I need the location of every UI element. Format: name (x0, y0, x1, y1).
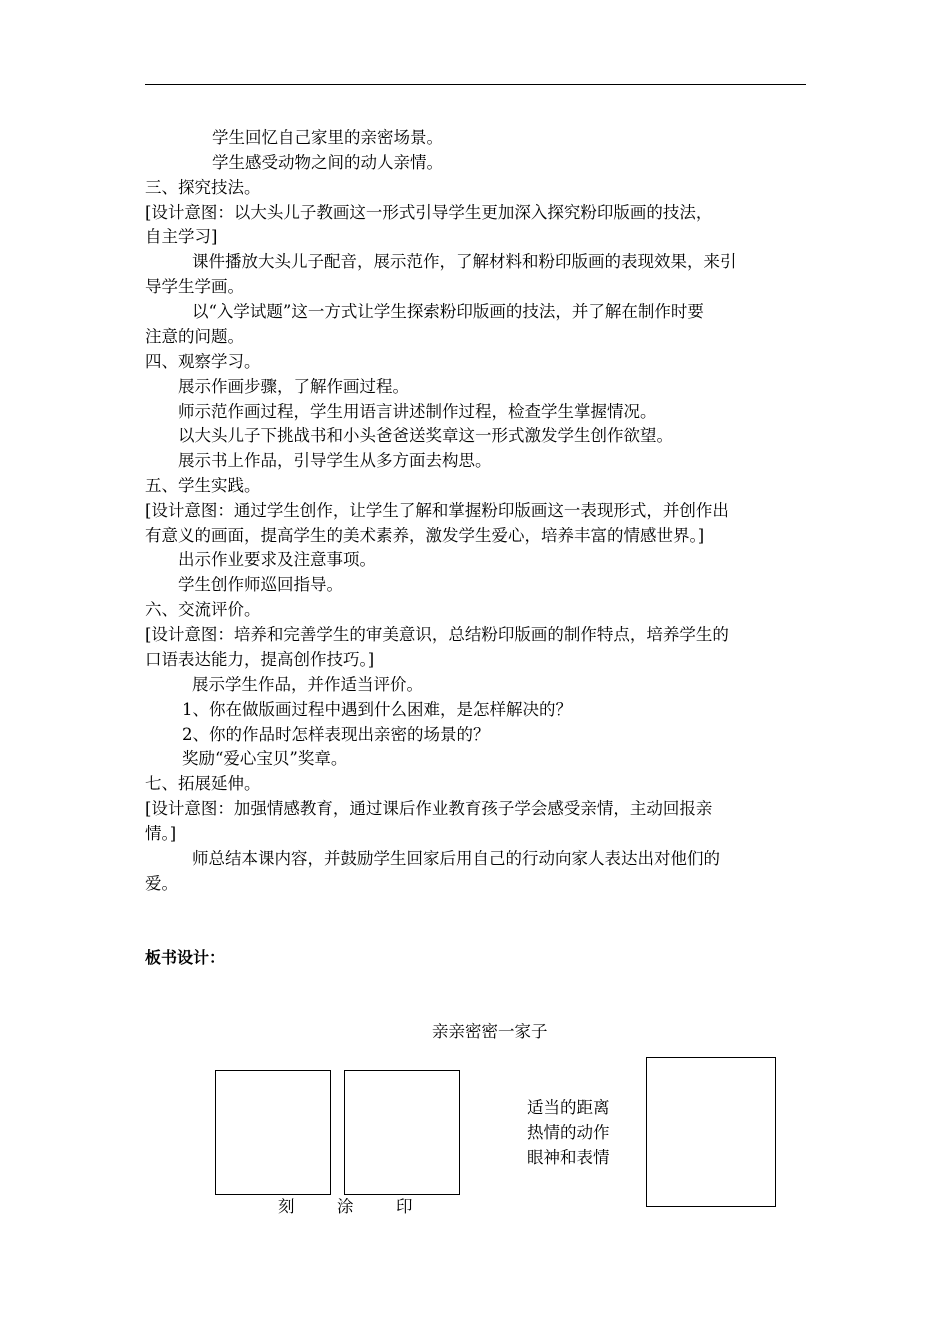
board-point: 热情的动作 (527, 1123, 610, 1142)
paragraph: 以“入学试题”这一方式让学生探索粉印版画的技法，并了解在制作时要 (192, 302, 704, 321)
design-intent: 口语表达能力，提高创作技巧。] (145, 650, 375, 669)
board-frame-right (646, 1057, 776, 1207)
step-label-carve: 刻 (278, 1197, 295, 1216)
paragraph: 展示书上作品，引导学生从多方面去构思。 (178, 451, 492, 470)
step-label-paint: 涂 (337, 1197, 354, 1216)
board-point: 适当的距离 (527, 1098, 610, 1117)
design-intent: 有意义的画面，提高学生的美术素养，激发学生爱心，培养丰富的情感世界。] (145, 526, 705, 545)
paragraph: 学生感受动物之间的动人亲情。 (212, 153, 443, 172)
question-item: 2、你的作品时怎样表现出亲密的场景的？ (182, 725, 490, 744)
paragraph: 学生创作师巡回指导。 (178, 575, 343, 594)
paragraph: 导学生学画。 (145, 277, 244, 296)
step-label-print: 印 (396, 1197, 413, 1216)
paragraph: 奖励“爱心宝贝”奖章。 (182, 749, 348, 768)
paragraph: 注意的问题。 (145, 327, 244, 346)
design-intent: [设计意图：加强情感教育，通过课后作业教育孩子学会感受亲情，主动回报亲 (145, 799, 713, 818)
section-heading: 七、拓展延伸。 (145, 774, 261, 793)
board-point: 眼神和表情 (527, 1148, 610, 1167)
design-intent: 自主学习] (145, 227, 218, 246)
paragraph: 师总结本课内容，并鼓励学生回家后用自己的行动向家人表达出对他们的 (192, 849, 720, 868)
paragraph: 课件播放大头儿子配音，展示范作，了解材料和粉印版画的表现效果，来引 (192, 252, 737, 271)
question-item: 1、你在做版画过程中遇到什么困难，是怎样解决的？ (182, 700, 572, 719)
board-frame-middle (344, 1070, 460, 1195)
paragraph: 以大头儿子下挑战书和小头爸爸送奖章这一形式激发学生创作欲望。 (178, 426, 673, 445)
paragraph: 师示范作画过程，学生用语言讲述制作过程，检查学生掌握情况。 (178, 402, 657, 421)
board-design-heading: 板书设计： (145, 948, 226, 967)
paragraph: 展示学生作品，并作适当评价。 (192, 675, 423, 694)
section-heading: 五、学生实践。 (145, 476, 261, 495)
board-frame-left (215, 1070, 331, 1195)
board-title: 亲亲密密一家子 (432, 1022, 548, 1041)
design-intent: 情。] (145, 824, 177, 843)
paragraph: 出示作业要求及注意事项。 (178, 550, 376, 569)
design-intent: [设计意图：以大头儿子教画这一形式引导学生更加深入探究粉印版画的技法， (145, 203, 713, 222)
design-intent: [设计意图：通过学生创作，让学生了解和掌握粉印版画这一表现形式，并创作出 (145, 501, 729, 520)
design-intent: [设计意图：培养和完善学生的审美意识，总结粉印版画的制作特点，培养学生的 (145, 625, 729, 644)
section-heading: 四、观察学习。 (145, 352, 261, 371)
paragraph: 爱。 (145, 874, 178, 893)
paragraph: 学生回忆自己家里的亲密场景。 (212, 128, 443, 147)
paragraph: 展示作画步骤，了解作画过程。 (178, 377, 409, 396)
header-rule (145, 84, 806, 85)
section-heading: 六、交流评价。 (145, 600, 261, 619)
section-heading: 三、探究技法。 (145, 178, 261, 197)
